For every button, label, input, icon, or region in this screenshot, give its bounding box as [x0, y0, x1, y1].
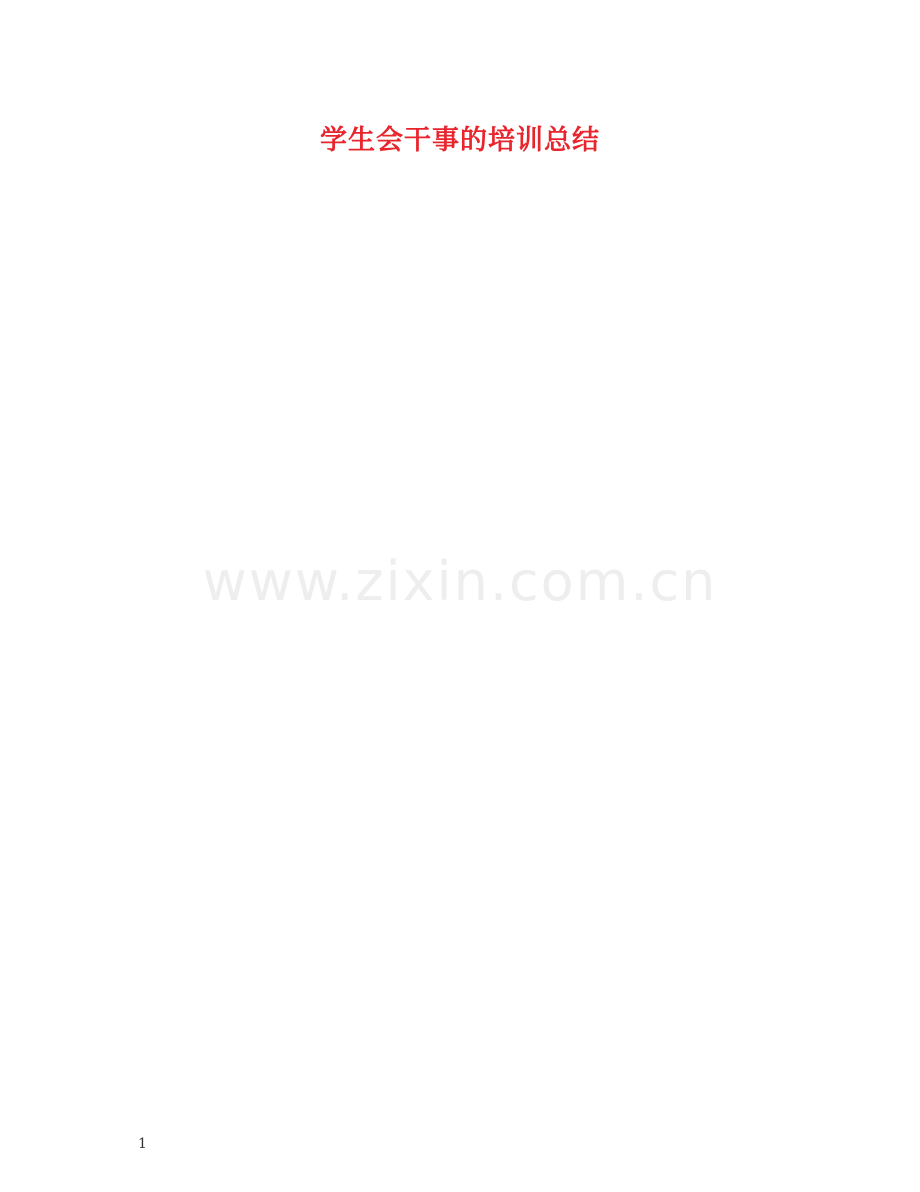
page-number: 1	[138, 1136, 147, 1152]
watermark: www.zixin.com.cn	[202, 550, 718, 613]
document-title: 学生会干事的培训总结	[320, 125, 600, 156]
